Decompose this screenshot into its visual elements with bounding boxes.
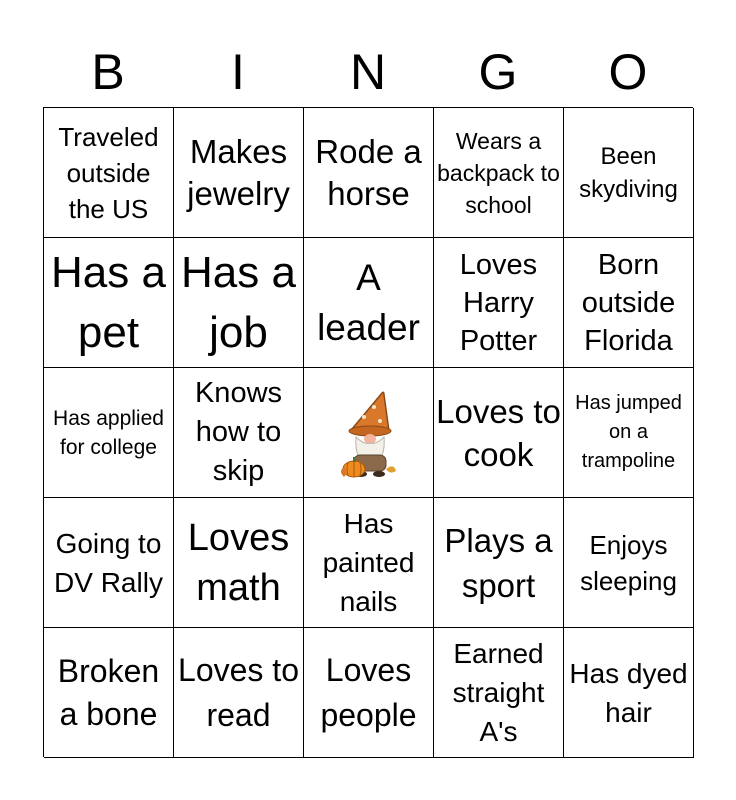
cell-text: Enjoys sleeping bbox=[580, 529, 677, 596]
bingo-cell[interactable] bbox=[44, 108, 174, 238]
bingo-cell[interactable] bbox=[304, 108, 434, 238]
bingo-cell[interactable] bbox=[304, 498, 434, 628]
cell-text: Has painted nails bbox=[322, 508, 415, 617]
bingo-cell[interactable] bbox=[44, 498, 174, 628]
header-letter-n: N bbox=[349, 44, 387, 100]
cell-text: Going to DV Rally bbox=[54, 527, 163, 598]
cell-text: Loves to read bbox=[178, 651, 299, 733]
cell-text: Knows how to skip bbox=[194, 377, 283, 487]
cell-text: Traveled outside the US bbox=[58, 121, 159, 224]
bingo-cell[interactable] bbox=[564, 628, 694, 758]
bingo-cell[interactable] bbox=[44, 238, 174, 368]
bingo-cell[interactable] bbox=[304, 628, 434, 758]
bingo-cell[interactable] bbox=[564, 238, 694, 368]
cell-text: Earned straight A's bbox=[452, 638, 545, 747]
cell-text: Has dyed hair bbox=[569, 657, 688, 728]
bingo-cell[interactable] bbox=[174, 368, 304, 498]
bingo-cell[interactable] bbox=[434, 628, 564, 758]
cell-text: Loves people bbox=[320, 651, 417, 733]
cell-text: Rode a horse bbox=[315, 132, 422, 212]
header-letter-g: G bbox=[478, 44, 518, 100]
cell-text: A leader bbox=[317, 256, 420, 348]
cell-text: Has jumped on a trampoline bbox=[575, 392, 682, 472]
cell-text: Born outside Florida bbox=[581, 248, 676, 357]
bingo-cell[interactable] bbox=[44, 368, 174, 498]
cell-text: Loves math bbox=[187, 516, 290, 609]
bingo-header bbox=[43, 36, 693, 108]
cell-text: Has a pet bbox=[51, 247, 166, 357]
bingo-cell[interactable] bbox=[174, 238, 304, 368]
bingo-cell[interactable] bbox=[564, 498, 694, 628]
cell-text: Loves Harry Potter bbox=[459, 248, 538, 357]
cell-text: Has a job bbox=[181, 247, 296, 357]
bingo-cell[interactable] bbox=[174, 498, 304, 628]
bingo-cell[interactable] bbox=[434, 238, 564, 368]
cell-text: Been skydiving bbox=[579, 142, 678, 203]
cell-text: Wears a backpack to school bbox=[437, 127, 560, 218]
bingo-cell[interactable] bbox=[564, 108, 694, 238]
bingo-cell[interactable] bbox=[434, 498, 564, 628]
cell-text: Broken a bone bbox=[57, 652, 160, 732]
free-space-cell[interactable] bbox=[304, 368, 434, 498]
bingo-cell[interactable] bbox=[174, 628, 304, 758]
bingo-cell[interactable] bbox=[564, 368, 694, 498]
header-letter-i: I bbox=[231, 44, 245, 100]
header-letter-o: O bbox=[608, 44, 648, 100]
bingo-cell[interactable] bbox=[434, 108, 564, 238]
bingo-board bbox=[43, 107, 693, 757]
cell-text: Loves to cook bbox=[436, 392, 561, 473]
bingo-cell[interactable] bbox=[304, 238, 434, 368]
cell-text: Plays a sport bbox=[444, 521, 553, 604]
bingo-cell[interactable] bbox=[44, 628, 174, 758]
bingo-cell[interactable] bbox=[174, 108, 304, 238]
cell-text: Makes jewelry bbox=[187, 132, 290, 212]
cell-text: Has applied for college bbox=[53, 406, 164, 459]
bingo-cell[interactable] bbox=[434, 368, 564, 498]
header-letter-b: B bbox=[91, 44, 125, 100]
gnome-with-pumpkin-icon bbox=[334, 383, 404, 483]
